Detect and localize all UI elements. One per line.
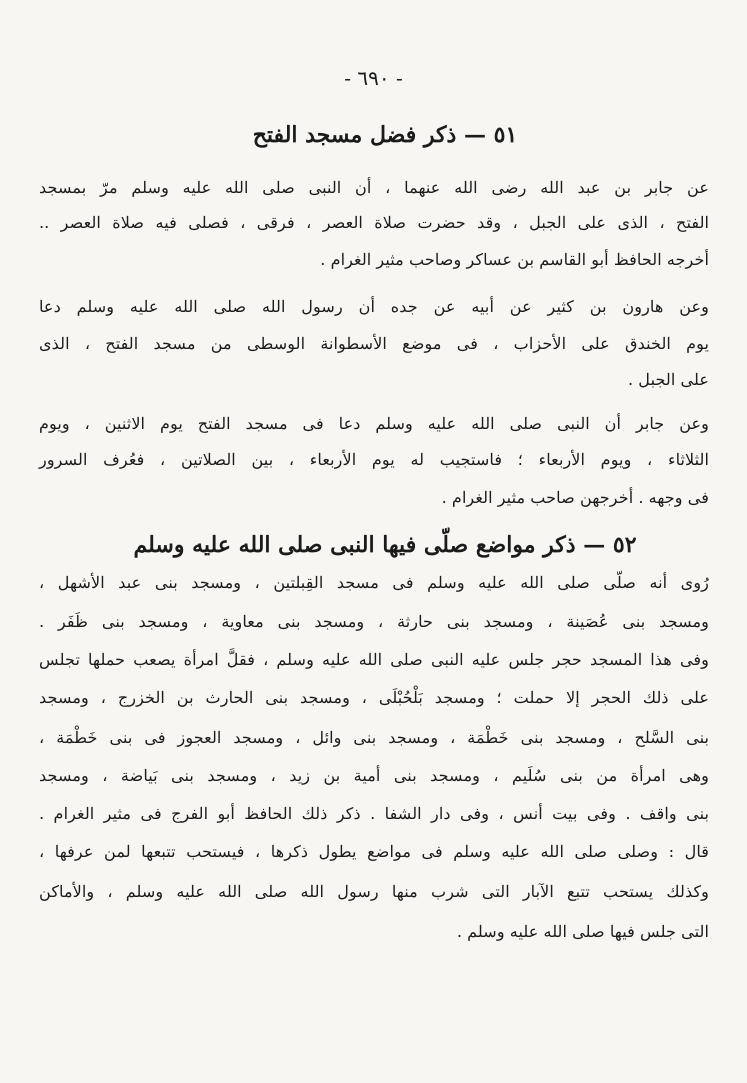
text-line: وعن جابر أن النبى صلى الله عليه وسلم دعا فى مسجد الفتح يوم الاثنين ، ويوم [39,414,709,433]
text-line: وفى هذا المسجد حجر جلس عليه النبى صلى الله عليه وسلم ، فقلَّ امرأة يصعب حملها تجلس [39,650,709,669]
text-line: وهى امرأة من بنى سُلَيم ، ومسجد بنى أمية بن زيد ، ومسجد بنى بَياضة ، ومسجد [39,766,709,785]
text-line: الفتح ، الذى على الجبل ، وقد حضرت صلاة العصر ، فرقى ، فصلى فيه صلاة العصر .. [39,213,709,232]
text-line: الثلاثاء ، ويوم الأربعاء ؛ فاستجيب له يوم الأربعاء ، بين الصلاتين ، فعُرف السرور [39,450,709,469]
text-line: رُوى أنه صلّى صلى الله عليه وسلم فى مسجد القِبلتين ، ومسجد بنى عبد الأشهل ، [39,573,709,592]
text-line: وعن هارون بن كثير عن أبيه عن جده أن رسول الله صلى الله عليه وسلم دعا [39,297,709,316]
text-line: بنى السَّلح ، ومسجد بنى خَطْمَة ، ومسجد بنى وائل ، ومسجد العجوز فى بنى خَطْمَة ، [39,728,709,747]
text-line: التى جلس فيها صلى الله عليه وسلم . [456,922,709,941]
text-line: يوم الخندق على الأحزاب ، فى موضع الأسطوانة الوسطى من مسجد الفتح ، الذى [39,334,709,353]
text-line: ومسجد بنى عُصَينة ، ومسجد بنى حارثة ، ومسجد بنى معاوية ، ومسجد بنى ظَفَر . [39,612,709,631]
text-line: وكذلك يستحب تتبع الآبار التى شرب منها رسول الله صلى الله عليه وسلم ، والأماكن [39,882,709,901]
text-line: فى وجهه . أخرجهن صاحب مثير الغرام . [441,488,709,507]
text-line: أخرجه الحافظ أبو القاسم بن عساكر وصاحب مثير الغرام . [320,250,709,269]
page-number: - ٦٩٠ - [344,66,403,90]
text-line: على ذلك الحجر إلا حملت ؛ ومسجد بَلْحُبْلَى ، ومسجد بنى الحارث بن الخزرج ، ومسجد [39,688,709,707]
section-heading-52: ٥٢ — ذكر مواضع صلّى فيها النبى صلى الله عليه وسلم [133,532,637,558]
text-line: قال : وصلى صلى الله عليه وسلم فى مواضع يطول ذكرها ، فيستحب تتبعها لمن عرفها ، [39,842,709,861]
text-line: عن جابر بن عبد الله رضى الله عنهما ، أن النبى صلى الله عليه وسلم مرّ بمسجد [39,178,709,197]
text-line: بنى واقف . وفى بيت أنس ، وفى دار الشفا . ذكر ذلك الحافظ أبو الفرج فى مثير الغرام . [39,804,709,823]
text-line: على الجبل . [628,370,709,389]
section-heading-51: ٥١ — ذكر فضل مسجد الفتح [252,122,518,148]
